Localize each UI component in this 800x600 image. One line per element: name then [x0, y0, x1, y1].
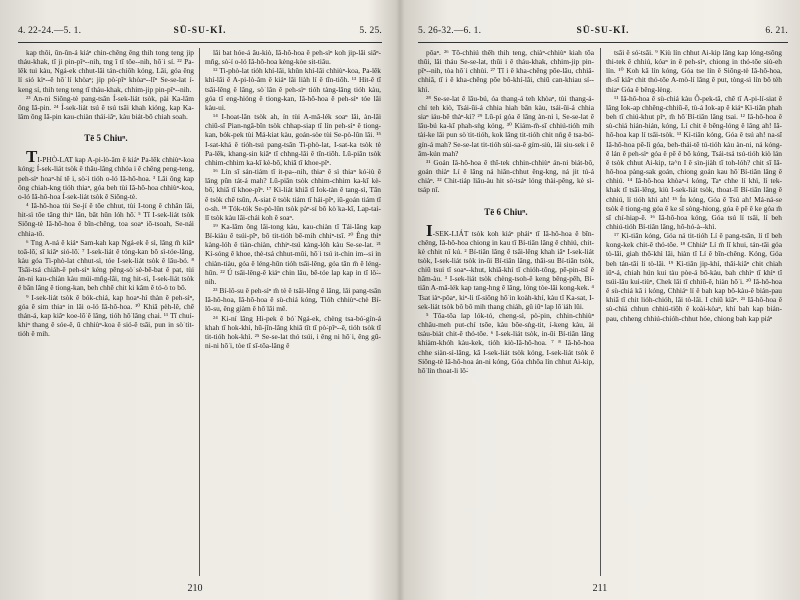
verse-paragraph: ¹⁴ I-hoat-lân tsòk ah, ín tùi A-mâ-lék soaⁿ lâi, àn-lâi chiū-sī Pian-ngâ-bîn tsòk chhap-siap tī lín peh-sìⁿ ê tiong-kan, bók-pek tùi Má-kiat kàu, goán-sòe tùi Se-pò-lûn lâi. ¹⁵ I-sat-khá ê tióh-tsú pang-tsān Ti-phò-lat, I-sat-ka tsòk tè Pa-lêk, khang-sin kiâⁿ tī chhng-lâi ê tīn-tiōh. Lū-piān tsòk chhim-chhim ka-kī kè-bō͘, khiā tī khoe-pîⁿ. [205, 112, 381, 167]
left-header-chapter-range: 4. 22-24.—5. 1. [18, 26, 82, 36]
right-header-book-title: SŪ-SU-KĪ. [576, 26, 630, 36]
left-column-divider [199, 48, 200, 576]
left-page [8, 0, 386, 600]
verse-paragraph: ¹⁹ Ka-lâm ông lâi-tong kàu, kau-chiàn tī Tái-lăng kap Bí-kiàu ê tsúi-pîⁿ, bô tit-tióh bē-mih chhiⁿ-tsî. ²⁰ Êng thiⁿ kàng-lóh ê tiàn-chiàn, chhiⁿ-tsú kàng-lóh kàu Se-se-lat. ²¹ Kí-sóng ê khoe, thè-tsá chhut-mûi, hō͘ i tsú it-chin im--si in chiàn-tiàu, góa ê léng-hūn tióh tsāi-lêng, góa tān m̄ ê léng-hūn. ²² Ú tsāi-lêng-ê kiáⁿ chin lâu, bē-tóe lap kap in tī lô͘--nih. [205, 221, 381, 286]
right-header-chapter-range: 5. 26-32.—6. 1. [418, 26, 482, 36]
right-page-column-2 [606, 48, 782, 578]
right-running-header [418, 26, 788, 40]
verse-paragraph: ¹⁶ Lín sī sán-tiám tī it-pa--nih, thiaⁿ ê sì thiaⁿ kó͘-iù ê lâng pûn tát-á mah? Lū-piān tsòk chhim-chhim ka-kī kè-bō͘, khiā tī khoe-pîⁿ. ¹⁷ Ki-liát khiā tī Iok-tàn ê tang-sì, Tān ê tsòk chē tsûn, A-siat ê tsòk tiám tī hái-pîⁿ, iū-goán tiám tī o-sh. ¹⁸ Tók-tók Se-pò-lûn tsòk pàⁿ-sí bô kò͘ ka-kī, Lap-tai-lī tsòk kàu lāi-chái koh ê soaⁿ. [205, 167, 381, 222]
chapter-heading: Tē 5 Chiuⁿ. [84, 133, 128, 144]
verse-paragraph: kap thôi, ūn-ûn-á kiáⁿ chin-chêng êng thih tong teng jip tháu-khak, tī ji pin-pîⁿ--nih, tng î tī tôe--nih, hō͘ i sí. ²² Pa-lêk tui kàu, Ngá-ek chhut-lâi tán-chiōh kóng, Lâi, góa êng lí sió kìⁿ--ê hō͘ lí khòaⁿ; jip pò͘-pîⁿ khòaⁿ--lîⁿ Se-se-lat í-keng sí, thih teng teng tī tháu-khak, chhim-jip pin-pîⁿ--nih. [18, 48, 194, 94]
right-page-number: 211 [592, 583, 608, 594]
left-running-header [18, 26, 382, 40]
verse-paragraph: ⁶ Tng A-ná ê kiáⁿ Sam-kah kap Ngá-ek ê sì, lâng m̄ kiâⁿ toā-lō͘, sī kiâⁿ sió-lō͘. ⁷ I-sek-liát ê tóng-kan bô sì-tóe-lâng, kàu góa Ti-phò-lat chhut-sì, tóe I-sek-liát tsòk ê lāu-bó. ⁸ Tsāi-tsá chiáh-ê peh-sìⁿ kéng pêng-sò͘ sè-bē-bat ê pat, tùi àn-ni kau-chiàn kàu múi-mn̂g-lâi, tng hit-sì, I-sek-liát tsòk ê bān lâng ê tiong-kan, beh chhē chit ki kâm ê tó-ò to bô. [18, 237, 194, 293]
right-page [408, 0, 792, 600]
verse-paragraph: I-SEK-LIÁT tsòk koh kiáⁿ pháiⁿ tī Iâ-hô-hoa ê bīn-chêng, Iâ-hô-hoa chiong in kau tī Bí-tiân lâng ê chhiú, chit-kè chhit nî kú. ² Bí-tiân lâng ê tsāi-lêng khah iâⁿ I-sek-liát tsòk, I-sek-liát tsòk in-ūi Bí-tiân lâng, thāi-su Bí-tiân tsòk, chiū tsui tī soaⁿ--khut, khiā-khí tī chióh-tōng, pē-pin-tsī ê hām-àu. ³ I-sek-liát tsòk chèng-tsoh-ê keng bêng-pêh, Bí-tiân A-mâ-lék kap tang-hng ê lâng, lóng tòe-lâi kong-kek. ⁴ Tsat iàⁿ-pôaⁿ, kiⁿ-li tī-siōng hō͘ in koàh-khí, kàu tī Ka-sat, I-sek-liát tsòk bô bô mih thang chiáh, gû iūⁿ lap lō͘ iáh lûi. [418, 220, 594, 311]
right-column-divider [600, 48, 601, 576]
left-page-number: 210 [187, 583, 203, 594]
verse-paragraph: ³¹ Goán Iâ-hô-hoa ê thī-tek chhin-chhiùⁿ án-ni biát-bô, goán thiàⁿ Lí ê lâng ná hiân-chhut êng-kng, ná jit tú-á chiàⁿ. ³² Chit-tiáp liâu-àu hit sò͘-tsáⁿ lóng thài-pêng, kè sì-tsáp nî. [418, 157, 594, 195]
right-header-rule [418, 42, 788, 43]
left-page-column-2 [205, 48, 381, 578]
verse-paragraph: ²³ An-ni Siōng-tè pang-tsān Í-sek-liát tsòk, pài Ka-lâm ông Iâ-pin. ²⁴ Í-sek-liát tsú ê tsú tsāi khah kióng, kap Ka-lâm ông Iâ-pin kau-chiàn thái-iâⁿ, kàu biát-bô chiah soah. [18, 93, 194, 122]
verse-paragraph: pôaⁿ. ²⁶ Tô-chhiú thêh thih teng, chiàⁿ-chhiùⁿ kiah tōa thûi, lâi tháu Se-se-lat, thûi i ê tháu-khak, chhim-jip pin-pîⁿ--nih, tòa hō͘ i chhùi. ²⁷ Tī i ê kha-chêng pōe-lâu, chhiâ-chhiâ, tī i ê kha-chêng pōe bô-khí-lâi, chiū can-khiau sí--khì. [418, 48, 594, 94]
verse-paragraph: lâi bat hóe-á āu-kiò, Iâ-hô-hoa ê peh-sìⁿ koh jip-lâi siâⁿ-mn̂g, sò͘-í o-ló Iâ-hô-hoa kèng-kòe sit-tiâu. [205, 48, 381, 67]
left-header-book-title: SŪ-SU-KĪ. [173, 26, 227, 36]
verse-paragraph: ⁵ Tōa-tōa lap lók-tó, cheng-sì, pò͘-pin, chhin-chhiùⁿ chhâu-meh put-chí tsōe, kàu bōe-sǹg-tit, í-keng kàu, ài tsàu-biát chit-ê thó-tōe. ⁶ I-sek-liát tsòk, in-ūi Bí-tiân lâng khiàm-khóh kàu-kek, tióh kiò-Iâ-hô-hoa. ⁷ ⁸ Iâ-hô-hoa chhe siàn-sì-lâng, kā I-sek-liát tsòk kóng, I-sek-liát tsòk ê Siōng-tè Iâ-hô-hoa án-ni kóng, Góa chhōa lín chhut Ai-kip, hō͘ lín thoat-li lō͘- [418, 310, 594, 375]
left-header-verse-ref: 5. 25. [359, 26, 382, 36]
verse-paragraph: ²⁴ Ki-ní lâng Hi-pek ê bó͘ Ngá-ek, chèng tsa-bó͘-gín-á khah tī hok-khì, hū-jîn-lâng khiā tīt tī pò͘-pîⁿ--ê, tióh tsòk tī tit-tióh hok-khì. ²⁵ Se-se-lat thó tsúi, i êng ni hō͘ i, êng gû-ni-ni hō͘ i, tòe tī sī-tōa-lâng ê [205, 313, 381, 350]
verse-paragraph: tsāi ê só͘-tsāi. ⁹ Kiù lín chhut Ai-kip lâng kap lóng-tsōng thi-tek ê chhiú, kóaⁿ in ê peh-sìⁿ, chiong in thó-tōe siù-eh lín. ¹⁰ Koh kā lín kóng, Góa tse lín ê Siōng-tè Iâ-hô-hoa, m̄-sī kiâⁿ chit thó-tōe A-mò-lí lâng ê put, tòng-sì lín bô tèh thiaⁿ Góa ê bêng-lèng. [606, 48, 782, 94]
verse-paragraph: ¹² Ti-phò-lat tióh khí-lâi, khûn khí-lâi chhiùⁿ-koa, Pa-lêk khí-lâi ê A-pi-lò-âm ê kiáⁿ lâi liàh lí ê tīn-tiōh. ¹³ Hit-ê tī tsāi-lêng ê lâng, sò͘ lân ê peh-sìⁿ tióh tàng-lâng tióh kàu, góa tī eng-hióng ê tiong-kan, Iâ-hô-hoa ê peh-sìⁿ tóe lâi kàu-ui. [205, 66, 381, 112]
right-page-column-1 [418, 48, 594, 578]
left-page-column-1 [18, 48, 194, 578]
verse-paragraph: ¹¹ Iâ-hô-hoa ê sù-chiá kàu Ô-pek-tâ, chē tī A-pi-lí-siat ê lâng Iok-ap chhêng-chhiū-ē, tù-á Iok-ap ê kiáⁿ Kì-tiân phah beh tī chiú-khut pîⁿ, m̄ hō͘ Bí-tiân lâng tsai. ¹² Iâ-hô-hoa ê sù-chiá hián-hián, kóng, Lí chit ê bêng-lóng ê lâng ah! Iâ-hô-hoa kap lí tsāi-tsòk. ¹³ Kì-tiân kóng, Góa ê tsú ah! na-sī Iâ-hô-hoa pê-lì góa, beh-thái-tē tú-tióh kàu àn-ni, ná kóng-ê lán ê peh-sìⁿ góa ê pē ê bô kóng, Tsái-tsá tsú-tióh kiò lán ê tsòk chhut Ai-kip, ta^n I ê sìn-jiàh tī toh-lóh? chit sī Iâ-hô-hoa pàng-sak goán, chiong goán kau hō͘ Bí-tiân lâng ê chhiú. ¹⁴ Iâ-hô-hoa khòaⁿ-i kóng, Taⁿ chhe lí khì, lí tek-khak tī tsāi-lêng, kiù I-sek-liát tsòk, thoat-lī Bí-tiân lâng ê chhiú, lí tióh khì ah! ¹⁵ Ín kóng, Góa ê Tsú ah! Má-ná-se tsòk ê tiong-ng góa ê ke sī sòng-hiong, góa ê pē ê ke góa m̄ sī chí-hiap-ê. ¹⁶ Iâ-hô-hoa kóng, Góa tsú lí tsāi, lí beh chhiú-tióh Bí-tiân lâng, hô-hó-à--khì. [606, 93, 782, 231]
verse-paragraph: ⁹ I-sek-liát tsòk ê bók-chiá, kap hoaⁿ-hí thàn ê peh-sìⁿ, góa ê sim thiaⁿ in lâi o-ló Iâ-hô-hoa. ¹⁰ Khiâ pèh-lê, chē thán-á, kap kiâⁿ koe-lō͘ ê lâng, tióh hō͘ lâng chai. ¹¹ Tī chuí-khiⁿ thang ê sóe-ê, ū chhiùⁿ-koa ê sió-ê tsāi, pun in sò͘ tit-tióh ê mih. [18, 292, 194, 339]
right-header-verse-ref: 6. 21. [765, 26, 788, 36]
verse-paragraph: ²³ Bí-lô-su ê peh-sìⁿ m̄ tè ê tsāi-lêng ê lâng, lâi pang-tsān Iâ-hô-hoa, Iâ-hô-hoa ê sù-chiá kóng, Tióh chhiùⁿ-chè Bí-lô-su, êng giàm ê hō͘ lâi mê. [205, 286, 381, 314]
verse-paragraph: ⁴ Iâ-hô-hoa tùi Se-jí ê tōe chhut, tùi I-tong ê chhân lâi, hit-sì tōe tāng thiⁿ lân, bāt hūn lóh hō͘. ⁵ Tī I-sek-liát tsòk Siōng-tè Iâ-hô-hoa ê bīn-chêng, toa soaⁿ iō-tsoah, Se-nái chhia-tô. [18, 201, 194, 238]
verse-paragraph: ¹⁷ Kì-tiân kóng, Góa ná tit-tióh Lí ê pang-tsān, lí tī beh kong-kek chit-ê thó-tōe. ¹⁸ Chhiáⁿ Lí m̄ lī khui, tán-tāi góa tò-lâi, giah thō͘-khì lâi, hiàn tī Lí ê bīn-chêng. Kóng, Góa beh tán-tāi lí tò-lâi. ¹⁹ Kì-tiân jip-khì, thâi-kiâⁿ chit chiah iûⁿ-á, chiah hún kui tàu pòe-á bô-kàu, bah chhìⁿ tī khìⁿ tī tsúi-lāu kui-tiùⁿ, Chek lâi tī chhiū-ē, hiàn hō͘ i. ²⁰ Iâ-hô-hoa ê sù-chiá kā i kóng, Chhiáⁿ lí ê bah kap bô-kàu-ê bián-pau khiā tī chit lióh-chióh, lâi tò-lâi. I chiū kiâⁿ. ²¹ Iâ-hô-hoa ê sù-chiá chhun chhiú-tiōh ê koài-kòaⁿ, khí bah kap bián-pau, chheng chhiú-chióh-chhut hóe, chiong bah kap piáⁿ [606, 231, 782, 323]
left-header-rule [18, 42, 382, 43]
verse-paragraph: ²⁸ Se-se-lat ê lāu-bú, óa thang-á teh khòaⁿ, tùi thang-á-chí teh kiò, Tsái-ūi-á chhia hiah bān kàu, tsái-ūi-á chhia siaⁿ iáu-bē thàⁿ-kì? ²⁹ Lū-pí góa ê lâng àn-ni ì, Se-se-lat ê lāu-bú ka-kī phah-sǹg kóng, ³⁰ Kiám-m̄-sī chhiú-tióh mih tài-ke lâi pun sò͘ tit-tióh, kok lâng tit-tióh chit nn̄g ê tsa-bó͘-gín-á mah? Se-se-lat tit-tióh sùi-sa-ê gím-siù, lâi siu-sek i ê âm-kún mah? [418, 93, 594, 158]
chapter-heading: Tē 6 Chiuⁿ. [484, 206, 528, 217]
verse-paragraph: TI-PHÒ-LAT kap A-pi-lò-âm ê kiáⁿ Pa-lêk chhiùⁿ-koa kóng; Í-sek-liát tsòk ê thâu-lâng chhóa i ê chêng peng-teng, peh-sìⁿ hoaⁿ-hí tē i, sò͘-i tióh o-ló Iâ-hô-hoa. ³ Lâi ông kap ông chiah-kng tióh thiaⁿ, góa beh tùi Iâ-hô-hoa chhiùⁿ-koa, o-ló Iâ-hô-hoa Í-sek-liát tsòk ê Siōng-tè. [18, 147, 194, 201]
